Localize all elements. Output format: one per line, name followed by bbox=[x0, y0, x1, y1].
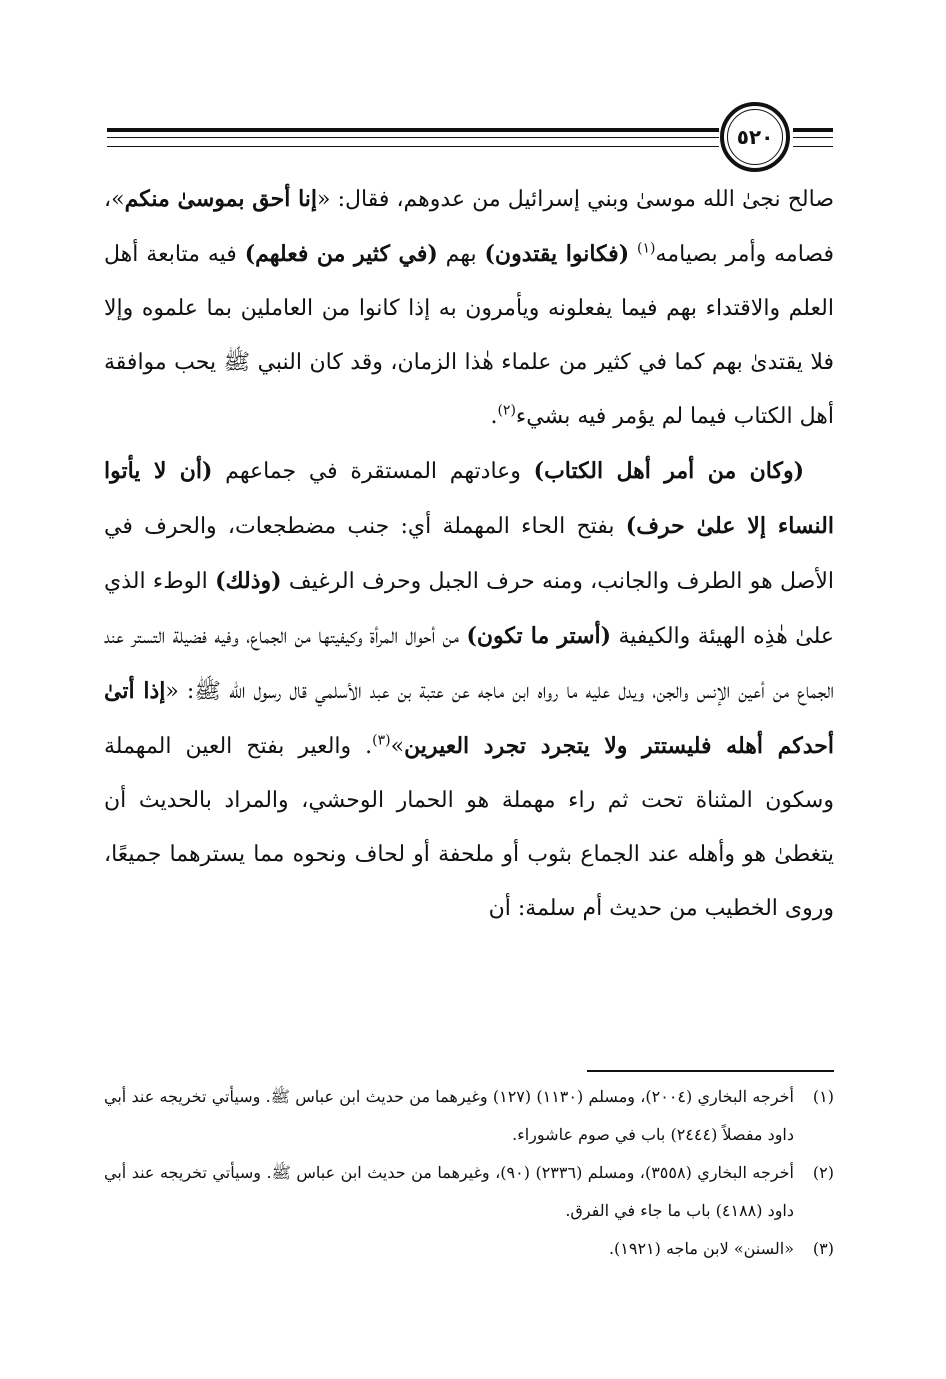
footnote-text: أخرجه البخاري (٣٥٥٨)، ومسلم (٢٣٣٦) (٩٠)، وغيرهما من حديث ابن عباس ﷺ. وسيأتي تخريجه عند أبي داود (٤١٨٨) باب ما جاء في الفرق. bbox=[104, 1163, 795, 1220]
text-run: . والعير بفتح العين المهملة وسكون المثناة تحت ثم راء مهملة هو الحمار الوحشي، والمراد بالحديث أن يتغطىٰ هو وأهله عند الجماع بثوب أو ملحفة أو لحاف ونحوه مما يسترهما جميعًا، وروى الخطيب من حديث أم سلمة: أن bbox=[104, 734, 834, 921]
footnote-number: (١) bbox=[812, 1087, 834, 1106]
footnote-separator bbox=[587, 1070, 834, 1072]
text-run: بفتح الحاء المهملة أي: جنب مضطجعات، والحرف في الأصل هو الطرف والجانب، ومنه حرف الجبل وحرف الرغيف bbox=[104, 514, 834, 594]
matn-text: (أن لا يأتوا النساء إلا علىٰ حرف) bbox=[104, 458, 834, 539]
text-run: فيه متابعة أهل العلم والاقتداء بهم فيما يفعلونه ويأمرون به إذا كانوا من العاملين بما علموه وإلا فلا يقتدىٰ بهم كما في كثير من علماء هٰذا الزمان، وقد كان النبي ﷺ يحب موافقة أهل الكتاب فيما لم يؤمر فيه بشيء bbox=[104, 242, 834, 429]
footnote bbox=[104, 1154, 834, 1230]
text-run: . bbox=[490, 404, 498, 429]
page-header bbox=[0, 0, 946, 170]
text-run: بهم bbox=[437, 242, 485, 267]
header-rule bbox=[793, 128, 833, 132]
text-run: الوطء الذي علىٰ هٰذِه الهيئة والكيفية bbox=[104, 569, 834, 649]
matn-text: (فكانوا يقتدون) bbox=[484, 241, 630, 267]
text-run: » bbox=[390, 734, 405, 759]
header-rule bbox=[107, 137, 719, 138]
matn-text: (وكان من أمر أهل الكتاب) bbox=[533, 458, 804, 484]
page-number-text: ٥٢٠ bbox=[736, 125, 774, 149]
hadith-text: إذا أتىٰ أحدكم أهله فليستتر ولا يتجرد تجرد العيرين bbox=[104, 678, 834, 759]
matn-text: (في كثير من فعلهم) bbox=[244, 241, 438, 267]
header-rule bbox=[107, 128, 719, 132]
matn-text: (وذلك) bbox=[215, 568, 282, 594]
text-run: »، فصامه وأمر بصيامه bbox=[104, 187, 834, 267]
footnote bbox=[104, 1078, 834, 1154]
footnote bbox=[104, 1230, 834, 1268]
footnote-ref[interactable]: (٢) bbox=[497, 402, 516, 419]
header-rule bbox=[793, 137, 833, 138]
footnote-number: (٢) bbox=[812, 1163, 834, 1182]
paragraph bbox=[104, 172, 834, 444]
matn-text: (أستر ما تكون) bbox=[466, 623, 612, 649]
page-number bbox=[720, 102, 790, 172]
main-text bbox=[104, 172, 834, 936]
hadith-text: إنا أحق بموسىٰ منكم bbox=[124, 186, 318, 212]
text-run bbox=[629, 242, 637, 267]
footnote-text: أخرجه البخاري (٢٠٠٤)، ومسلم (١١٣٠) (١٢٧) وغيرهما من حديث ابن عباس ﷺ. وسيأتي تخريجه عند أبي داود مفصلاً (٢٤٤٤) باب في صوم عاشوراء. bbox=[104, 1087, 794, 1144]
paragraph bbox=[104, 444, 834, 936]
text-run: من أحوال المرأة وكيفيتها من الجماع، وفيه فضيلة التستر عند الجماع من أعين الإنس والجن، ويدل عليه ما رواه ابن ماجه عن عتبة بن عبد الأسلمي قال رسول الله ﷺ: « bbox=[104, 624, 834, 704]
text-run: وعادتهم المستقرة في جماعهم bbox=[212, 459, 534, 484]
header-rule bbox=[793, 146, 833, 147]
footnote-text: «السنن» لابن ماجه (١٩٢١). bbox=[608, 1239, 794, 1258]
text-run: صالح نجىٰ الله موسىٰ وبني إسرائيل من عدوهم، فقال: « bbox=[317, 187, 834, 212]
footnotes bbox=[104, 1078, 834, 1268]
footnote-ref[interactable]: (٣) bbox=[372, 732, 391, 749]
footnote-ref[interactable]: (١) bbox=[637, 240, 656, 257]
header-rule bbox=[107, 146, 719, 147]
footnote-number: (٣) bbox=[812, 1239, 834, 1258]
